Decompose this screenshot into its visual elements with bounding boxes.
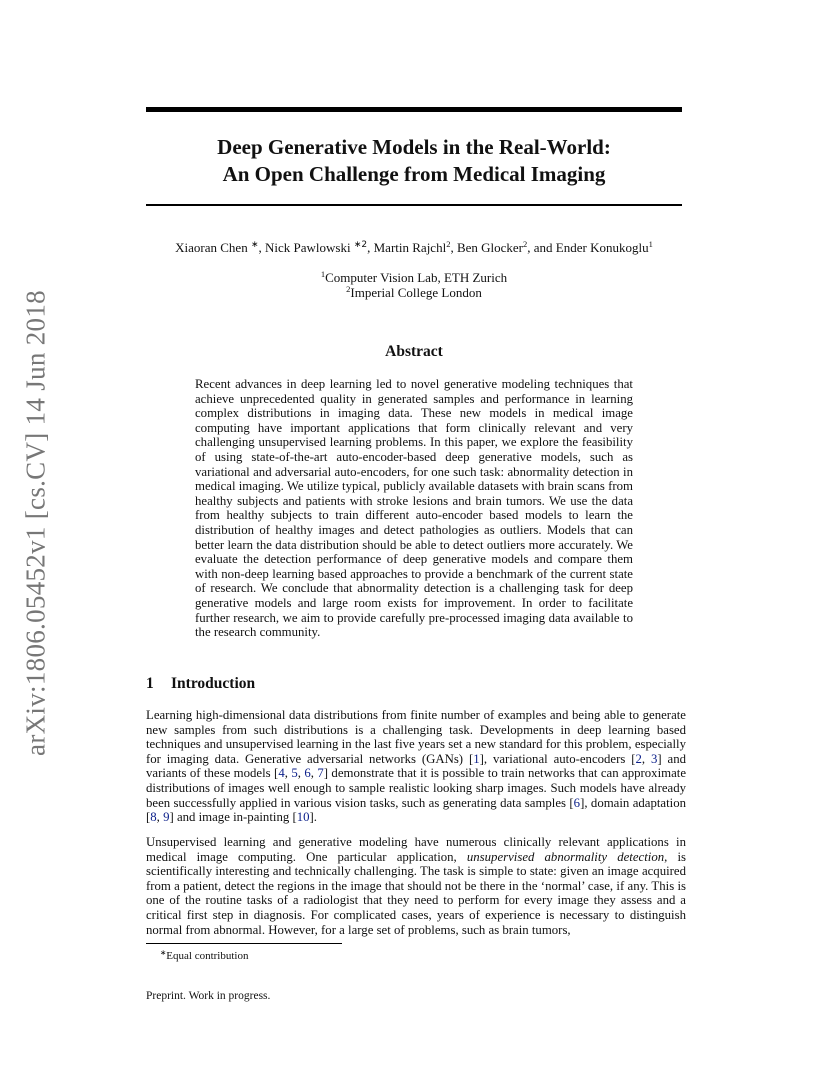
text-run: ]. [309,810,317,825]
text-run: , [641,751,651,766]
intro-paragraph-1 [146,708,686,825]
text-run: , [310,766,318,781]
emphasized-term: unsupervised abnormality detection [466,849,665,864]
text-run: , [297,766,305,781]
text-run: ], variational auto-encoders [ [479,751,636,766]
author-mark: 2 [523,239,528,249]
text-run: , [156,810,164,825]
citation-link[interactable]: 9 [163,810,170,825]
title-top-rule [146,107,682,112]
text-run: ] and image in-painting [ [169,810,297,825]
affiliation-mark: 1 [320,269,326,279]
citation-link[interactable]: 3 [650,751,658,766]
section-heading [146,675,255,693]
footnote-mark: ∗ [160,948,167,957]
intro-paragraph-2 [146,835,686,937]
author-name: Martin Rajchl [373,240,447,255]
text-run: ] demonstrate that it is possible to train networks that can approximate distributions of images well enough to sample realistic looking sharp images. Such models have already been successfully applied in various vision tasks, such as generating data samples [ [146,766,686,810]
affiliation-2 [146,285,682,300]
preprint-notice: Preprint. Work in progress. [146,990,271,1002]
section-number: 1 [146,675,154,692]
arxiv-sidebar-stamp [18,288,54,758]
citation-link[interactable]: 6 [573,795,581,810]
author-name: Xiaoran Chen [175,240,248,255]
text-run: Learning high-dimensional data distributions from finite number of examples and being able to generate new samples from such distributions is a challenging task. Developments in deep learning based techniques and unsupervised learning in the last five years set a new standard for this problem, especially for imaging data. Generative adversarial networks (GANs) [ [146,708,686,766]
affiliation-name: Imperial College London [350,285,482,300]
abstract-heading: Abstract [385,343,443,360]
paper-title [146,134,682,188]
footnote-rule [146,943,342,944]
citation-link[interactable]: 1 [473,751,480,766]
citation-link[interactable]: 5 [291,766,298,781]
author-name: Ender Konukoglu [555,240,649,255]
author-mark: 2 [446,239,451,249]
affiliation-name: Computer Vision Lab, ETH Zurich [325,270,508,285]
citation-link[interactable]: 2 [635,751,642,766]
text-run: , is scientifically interesting and technically challenging. The task is simple to state: given an image acquired from a patient, detect the regions in the image that should not be there in the ‘normal’ case, if any. This is one of the routine tasks of a radiologist that they need to perform for every image they assess and a critical first step in diagnosis. For complicated cases, years of experience is necessary to distinguish normal from abnormal. However, for a large set of problems, such as brain tumors, [146,849,686,937]
affiliation-mark: 2 [346,284,351,294]
text-run: ] and variants of these models [ [146,751,687,781]
citation-link[interactable]: 10 [296,810,310,825]
citation-link[interactable]: 8 [150,810,157,825]
author-list: Xiaoran Chen ∗, Nick Pawlowski $^{∗2}$, Martin Rajchl$^2$, Ben Glocker$^2$, and Ender Konukoglu$^1$ [175,239,653,255]
author-mark: 1 [648,239,653,249]
footnote-text: Equal contribution [166,950,249,962]
text-run: , [284,766,292,781]
author-name: Nick Pawlowski [265,240,351,255]
author-name: Ben Glocker [456,240,524,255]
text-run: Unsupervised learning and generative modeling have numerous clinically relevant applications in medical image computing. One particular application, [146,835,686,864]
abstract-text: Recent advances in deep learning led to novel generative modeling techniques that achieve unprecedented quality in generated samples and performance in learning complex distributions in imaging data. These new models in medical image computing have important applications that form clinically relevant and very challenging unsupervised learning problems. In this paper, we explore the feasibility of using state-of-the-art auto-encoder-based deep generative models, such as variational and adversarial auto-encoders, for one such task: abnormality detection in medical imaging. We utilize typical, publicly available datasets with brain scans from healthy subjects and patients with stroke lesions and brain tumors. We use the data from healthy subjects to train different auto-encoder based models to learn the distribution of healthy images and detect pathologies as outliers. Models that can better learn the data distribution should be able to detect outliers more accurately. We evaluate the detection performance of deep generative models and compare them with non-deep learning based approaches to provide a benchmark of the current state of research. We conclude that abnormality detection is a challenging task for deep generative models and large room exists for improvement. In order to facilitate further research, we aim to provide carefully pre-processed imaging data available to the research community. [195,377,633,640]
author-mark: ∗ [250,240,259,250]
citation-link[interactable]: 7 [317,766,324,781]
arxiv-identifier: arXiv:1806.05452v1 [cs.CV] 14 Jun 2018 [20,290,51,756]
affiliation-1 [146,270,682,285]
citation-link[interactable]: 4 [278,766,285,781]
affiliations [146,270,682,300]
author-mark: ∗2 [353,240,368,250]
text-run: ], domain adaptation [ [146,795,687,825]
title-bottom-rule [146,204,682,206]
section-title: Introduction [171,675,256,692]
title-line-2: An Open Challenge from Medical Imaging [222,162,606,186]
footnote [160,950,248,962]
citation-link[interactable]: 6 [304,766,311,781]
title-line-1: Deep Generative Models in the Real-World: [217,135,611,159]
